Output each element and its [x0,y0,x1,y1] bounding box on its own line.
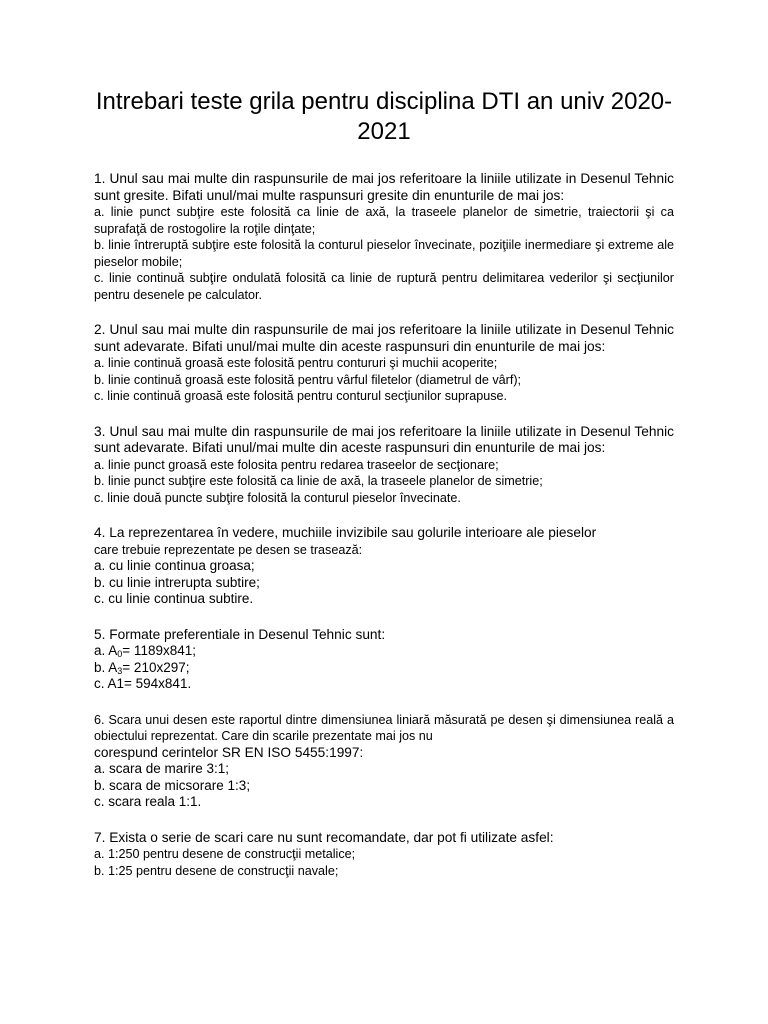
question-text: 4. La reprezentarea în vedere, muchiile invizibile sau golurile interioare ale pieselor [94,525,597,540]
format-subscript: 3 [117,665,123,676]
answer-option-c: c. linie continuă subţire ondulată folosită ca linie de ruptură pentru delimitarea vederilor şi secţiunilor pentru desenele pe calculator. [94,271,674,302]
question-5 [94,627,674,693]
answer-option-a: a. linie punct groasă este folosita pentru redarea traseelor de secţionare; [94,457,499,472]
answer-option-a: a. 1:250 pentru desene de construcţii metalice; [94,847,356,861]
option-prefix: b. A [94,659,118,675]
document-title: Intrebari teste grila pentru disciplina DTI an univ 2020-2021 [95,88,673,145]
question-text: 7. Exista o serie de scari care nu sunt recomandate, dar pot fi utilizate asfel: [94,829,554,845]
answer-option-a [94,643,674,660]
answer-option-c: c. linie două puncte subţire folosită la conturul pieselor învecinate. [94,490,461,505]
question-text: 2. Unul sau mai multe din raspunsurile de mai jos referitoare la liniile utilizate in Desenul Tehnic sunt adevarate. Bifati unul/mai multe din aceste raspunsuri din enunturile de mai jos: [94,322,674,354]
question-2 [94,322,674,405]
option-rest: = 210x297; [122,659,190,675]
answer-option-b: b. linie întreruptă subţire este folosită la conturul pieselor învecinate, poziţiile inermediare şi extreme ale pieselor mobile; [94,238,674,269]
answer-option-b [94,660,674,677]
answer-option-b: b. linie punct subţire este folosită ca linie de axă, la traseele planelor de simetrie; [94,474,543,488]
answer-option-a: a. scara de marire 3:1; [94,761,230,776]
question-4 [94,525,674,608]
question-text-continuation: corespund cerintelor SR EN ISO 5455:1997: [94,744,364,760]
answer-option-a: a. linie punct subţire este folosită ca linie de axă, la traseele planelor de simetrie, traiectorii şi ca suprafaţă de rostogolire la roţile dinţate; [94,205,674,236]
question-6 [94,712,674,811]
answer-option-c: c. A1= 594x841. [94,676,192,691]
answer-option-b: b. 1:25 pentru desene de construcţii navale; [94,863,339,878]
question-7 [94,830,674,880]
question-1 [94,171,674,303]
question-text: 3. Unul sau mai multe din raspunsurile de mai jos referitoare la liniile utilizate in Desenul Tehnic sunt adevarate. Bifati unul/mai multe din aceste raspunsuri din enunturile de mai jos: [94,423,674,455]
question-3 [94,424,674,507]
answer-option-b: b. cu linie intrerupta subtire; [94,574,260,590]
answer-option-c: c. cu linie continua subtire. [94,591,254,606]
answer-option-b: b. scara de micsorare 1:3; [94,777,251,793]
answer-option-c: c. scara reala 1:1. [94,794,202,809]
question-text: 1. Unul sau mai multe din raspunsurile de mai jos referitoare la liniile utilizate in Desenul Tehnic sunt gresite. Bifati unul/mai multe raspunsuri gresite din enunturile de mai jos: [94,171,674,203]
answer-option-b: b. linie continuă groasă este folosită pentru vârful filetelor (diametrul de vârf); [94,372,522,387]
answer-option-a: a. linie continuă groasă este folosită pentru contururi şi muchii acoperite; [94,356,498,370]
option-rest: = 1189x841; [122,643,196,658]
question-text: 5. Formate preferentiale in Desenul Tehnic sunt: [94,626,386,642]
question-text-continuation: care trebuie reprezentate pe desen se trasează: [94,542,363,557]
question-text: 6. Scara unui desen este raportul dintre dimensiunea liniară măsurată pe desen şi dimensiunea reală a obiectului reprezentat. Care din scarile prezentate mai jos nu [94,712,674,743]
answer-option-c: c. linie continuă groasă este folosită pentru conturul secţiunilor suprapuse. [94,389,508,403]
format-subscript: 0 [117,649,123,659]
option-prefix: a. A [94,643,118,658]
answer-option-a: a. cu linie continua groasa; [94,558,255,573]
